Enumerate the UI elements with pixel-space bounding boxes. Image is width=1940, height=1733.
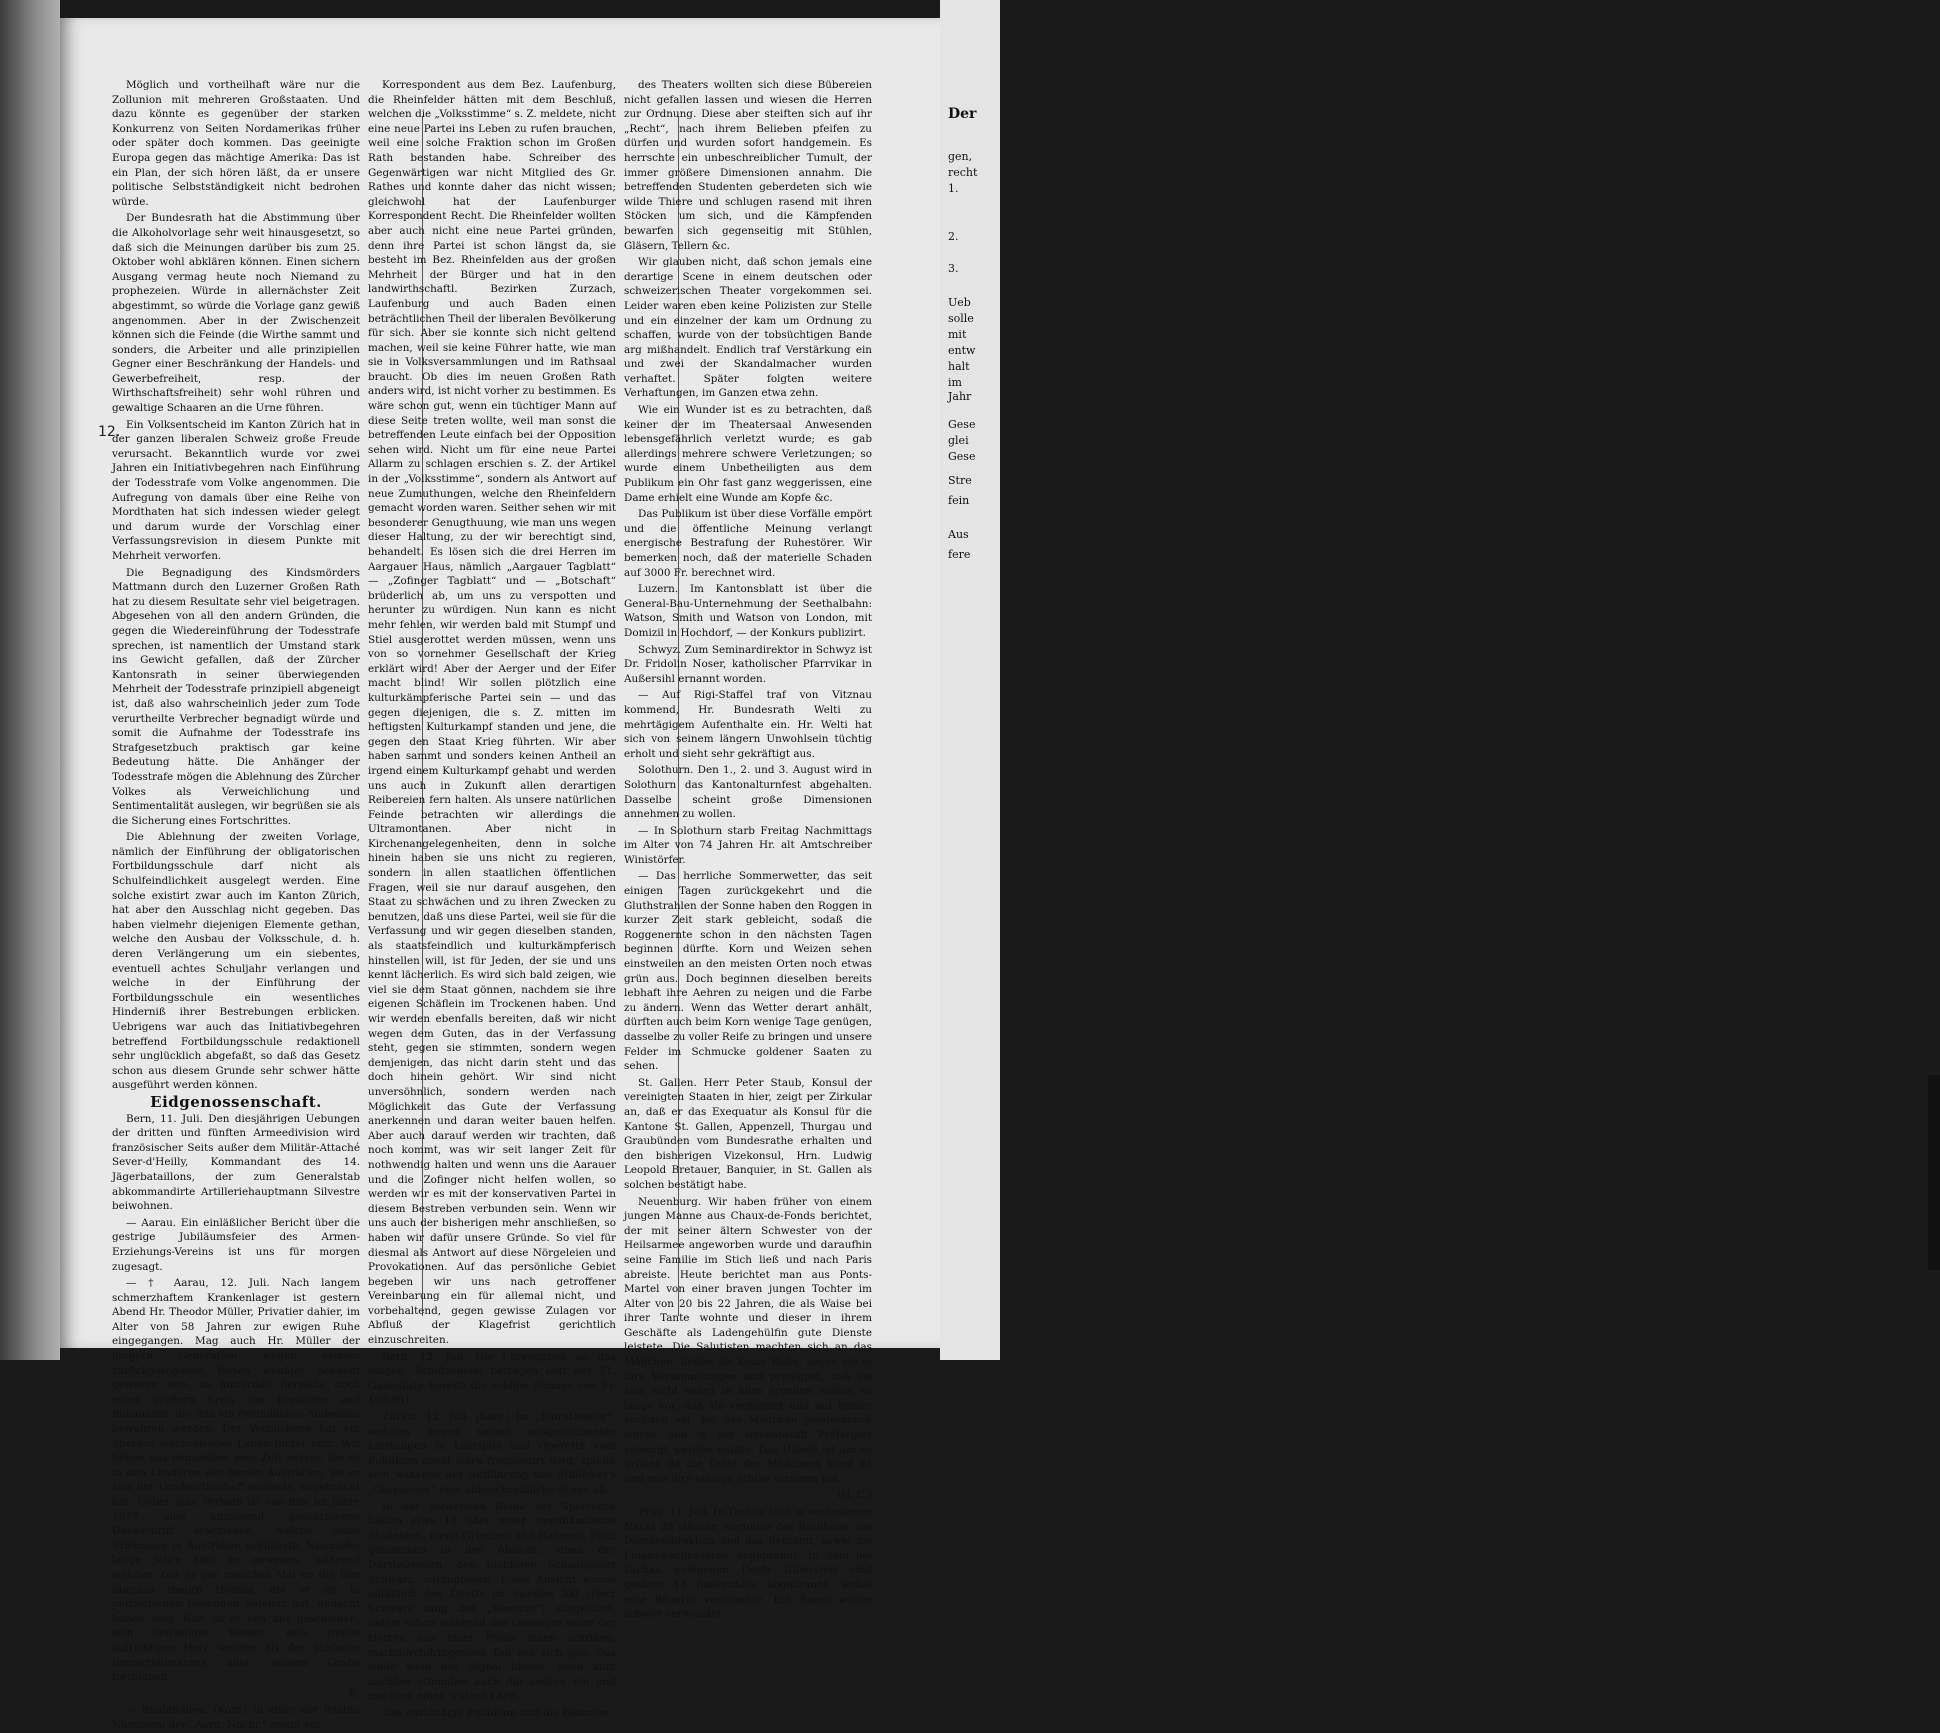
next-page-strip [940,0,1000,1360]
paragraph: Prag, 11. Juli. In Tachau sind in verflossener Nacht 28 Häuser, worunter das Rathhaus, die Domänedirektion und das Rentamt, sowie die Finanzwachkaserne abgebrannt. In dem bei Tachau gelegenen Dorfe Ulliersreit sind gestern 13 Bauernhöfe abgebrannt, wobei eine Bäuerin verbrannte. Ein Bauer wurde schwer verwundet. [624,1506,872,1621]
paragraph: des Theaters wollten sich diese Bübereien nicht gefallen lassen und wiesen die Herren zur Ordnung. Diese aber steiften sich auf ihr „Recht“, nach ihrem Belieben pfeifen zu dürfen und wurden sofort handgemein. Es herrschte ein unbeschreiblicher Tumult, der immer größere Dimensionen annahm. Die betreffenden Studenten geberdeten sich wie wilde Thiere und schlugen rasend mit ihren Stöcken um sich, und die Kämpfenden bewarfen sich gegenseitig mit Stühlen, Gläsern, Tellern &c. [624,79,872,252]
column-3 [624,78,872,1621]
paragraph: Solothurn. Den 1., 2. und 3. August wird in Solothurn das Kantonalturnfest abgehalten. Dasselbe scheint große Dimensionen annehmen zu wollen. [624,764,872,821]
next-page-fragment: gen, [948,150,973,163]
next-page-fragment: 2. [948,230,959,243]
margin-page-mark: 12. [98,424,121,440]
paragraph: Das Publikum ist über diese Vorfälle empört und die öffentliche Meinung verlangt energische Bestrafung der Ruhestörer. Wir bemerken noch, daß der materielle Schaden auf 3000 Fr. berechnet wird. [624,508,872,579]
book-binding-edge [0,0,60,1360]
next-page-fragment: Ueb [948,296,971,309]
paragraph: Das anständige Publikum und die Beamten [382,1706,610,1719]
next-page-fragment: entw [948,344,976,357]
paragraph: Wir glauben nicht, daß schon jemals eine derartige Scene in einem deutschen oder schweizerischen Theater vorgekommen sei. Leider waren eben keine Polizisten zur Stelle und ein einzelner der kam um Ordnung zu schaffen, wurde von der tobsüchtigen Bande arg mißhandelt. Endlich traf Verstärkung ein und zwei der Skandalmacher wurden verhaftet. Später folgten weitere Verhaftungen, im Ganzen etwa zehn. [624,256,872,400]
signature: (H. C.) [837,1489,872,1502]
paragraph: — † Aarau, 12. Juli. Nach langem schmerzhaftem Krankenlager ist gestern Abend Hr. Theodor Müller, Privatier dahier, im Alter von 58 Jahren zur ewigen Ruhe eingegangen. Mag auch Hr. Müller der jüngern Generation wegen seinem zurückgezogenen Wesen weniger bekannt gewesen sein, so hinterläßt derselbe doch einen größern Kreis von Freunden und Bekannten, die ihm ein freundliches Andenken bewahren werden. Der Verblichene hat ein überaus wechselvolles Leben hinter sich. Wir heben aus demselben jene Zeit hervor, die er in den Länderen des fernen Australien, wo er sich der Landwirthschaft widmete, zugebracht hat. Ueber jene Periode ist von ihm im Jahre 1877 eine anziehend geschriebene Denkschrift erschienen, welche seine Erlebnisse in Australien schilderte. Neunzehn lange Jahre sind es gewesen, während welcher Zeit er gar manches Mal an die ihm überaus theure Heimat, die er oft in patriotischen Gesängen gefeiert hat, gedacht haben mag. Nun ist er von uns geschieden; sein leutseliges Wesen, sein treues aufrichtiges Herz werden als der schönste Immortellenkranz über seinem Grabe fortblühen. [112,1277,360,1684]
paragraph: Die Begnadigung des Kindsmörders Mattmann durch den Luzerner Großen Rath hat zu diesem Resultate sehr viel beigetragen. Abgesehen von all den andern Gründen, die gegen die Wiedereinführung der Todesstrafe sprechen, ist namentlich der Umstand stark ins Gewicht gefallen, daß der Zürcher Kantonsrath in seiner überwiegenden Mehrheit der Todesstrafe prinzipiell abgeneigt ist, daß also wahrscheinlich jeder zum Tode verurtheilte Verbrecher begnadigt würde und somit die Aufnahme der Todesstrafe ins Strafgesetzbuch praktisch gar keine Bedeutung hätte. Die Anhänger der Todesstrafe mögen die Ablehnung des Zürcher Volkes als Verweichlichung und Sentimentalität auslegen, wir begrüßen sie als die Sicherung eines Fortschrittes. [112,566,360,827]
paragraph: Der Bundesrath hat die Abstimmung über die Alkoholvorlage sehr weit hinausgesetzt, so daß sich die Meinungen darüber bis zum 25. Oktober wohl abklären können. Einen sichern Ausgang vermag heute noch Niemand zu prophezeien. Würde in allernächster Zeit abgestimmt, so würde die Vorlage ganz gewiß angenommen. Aber in der Zwischenzeit können sich die Feinde (die Wirthe sammt und sonders, die Arbeiter und alle prinzipiellen Gegner einer Beschränkung der Handels- und Gewerbefreiheit, resp. der Wirthschaftsfreiheit) sehr wohl rühren und gewaltige Schaaren an die Urne führen. [112,212,360,415]
paragraph: Möglich und vortheilhaft wäre nur die Zollunion mit mehreren Großstaaten. Und dazu könnte es gegenüber der starken Konkurrenz von Seiten Nordamerikas früher oder später doch kommen. Das geeinigte Europa gegen das mächtige Amerika: Das ist ein Plan, der sich hören läßt, da er unsere politische Selbstständigkeit nicht bedrohen würde. [112,79,360,208]
next-page-fragment: Gese [948,450,976,463]
next-page-fragment: im [948,376,962,389]
next-page-fragment: 3. [948,262,959,275]
next-page-fragment: recht [948,166,978,179]
next-page-fragment: 1. [948,182,959,195]
signature: K. [348,1687,360,1700]
paragraph: Bern, 12. Juli. Die Ehrengaben an das eidgen. Schützenfest betragen laut der 51. Gabenliste bereits die schöne Summe von Fr. 165,901. [368,1350,616,1407]
paragraph: Zürich, 12. Juli. (Korr.) Im „Floratheater“, welches wegen seinen ausgezeichneten Leistungen in Lustspiel und Operette vom Publikum meist stark frequentirt wird, spielte sich während der Aufführung von Millöcker's „Gasparone“ eine unbeschreibliche Scene ab. [368,1411,616,1496]
section-heading: Eidgenossenschaft. [150,1092,322,1111]
black-border-bar [1928,1075,1940,1270]
paragraph: — In Solothurn starb Freitag Nachmittags im Alter von 74 Jahren Hr. alt Amtschreiber Winistörfer. [624,824,872,866]
next-page-fragment: Jahr [948,390,972,403]
paragraph: — Auf Rigi-Staffel traf von Vitznau kommend, Hr. Bundesrath Welti zu mehrtägigem Aufenthalte ein. Hr. Welti hat sich von seinem längern Unwohlsein tüchtig erholt und sieht sehr gekräftigt aus. [624,689,872,760]
paragraph: Wie ein Wunder ist es zu betrachten, daß keiner der im Theatersaal Anwesenden lebensgefährlich verletzt wurde; es gab allerdings mehrere schwere Verletzungen; so wurde einem Unbetheiligten aus dem Publikum ein Ohr fast ganz weggerissen, eine Dame erhielt eine Wunde am Kopfe &c. [624,404,872,504]
next-page-fragment: Gese [948,418,976,431]
paragraph: Bern, 11. Juli. Den diesjährigen Uebungen der dritten und fünften Armeedivision wird französischer Seits außer dem Militär-Attaché Sever-d'Heilly, Kommandant des 14. Jägerbataillons, der zum Generalstab abkommandirte Artilleriehauptmann Silvestre beiwohnen. [112,1112,360,1213]
paragraph: Luzern. Im Kantonsblatt ist über die General-Bau-Unternehmung der Seethalbahn: Watson, Smith und Watson von London, mit Domizil in Hochdorf, — der Konkurs publizirt. [624,583,872,639]
next-page-fragment: solle [948,312,974,325]
paragraph: Neuenburg. Wir haben früher von einem jungen Manne aus Chaux-de-Fonds berichtet, der mit seiner ältern Schwester von der Heilsarmee angeworben wurde und daraufhin seine Familie im Stich ließ und nach Paris abreiste. Heute berichtet man aus Ponts-Martel von einer braven jungen Tochter im Alter von 20 bis 22 Jahren, die als Waise bei ihrer Tante wohnte und dieser in ihrem Geschäfte als Ladengehülfin gute Dienste leistete. Die Salutisten machten sich an das Mädchen, ließen ihr keine Ruhe, zogen sie in ihre Versammlungen und predigten, daß sie sich nicht sofort in alles ergeben wollte, so lange vor, daß sie verdammt und auf immer verloren sei, bis das Mädchen geisteskrank wurde und in der Irrenanstalt Préfargier versorgt werden mußte. Das Unheil ist um so größer, da die Tante des Mädchens blind ist und nun ihre einzige Stütze verloren hat. [624,1195,872,1485]
next-page-fragment: Der [948,106,977,122]
column-2 [368,78,616,1719]
paragraph: — Rheinfelden. (Korr.) In einer der letzten Nummern der „Aarg. Nachr.“ meint ein [112,1704,360,1731]
paragraph: Schwyz. Zum Seminardirektor in Schwyz ist Dr. Fridolin Noser, katholischer Pfarrvikar in Außersihl ernannt worden. [624,643,872,685]
next-page-fragment: glei [948,434,969,447]
paragraph: — Das herrliche Sommerwetter, das seit einigen Tagen zurückgekehrt und die Gluthstrahlen der Sonne haben den Roggen in kurzer Zeit stark gebleicht, sodaß die Roggenernte schon in den nächsten Tagen beginnen dürfte. Korn und Weizen sehen einstweilen an den meisten Orten noch etwas grün aus. Doch beginnen dieselben bereits lebhaft ihre Aehren zu neigen und die Farbe zu ändern. Wenn das Wetter derart anhält, dürften auch beim Korn wenige Tage genügen, dasselbe zu voller Reife zu bringen und unsere Felder im Schmucke goldener Saaten zu sehen. [624,870,872,1073]
paragraph: In der vordersten Reihe der Sperrsitze hatten etwa 15 oder mehr fremdländische Studenten, meist Griechen und Italiener, Platz genommen in der Absicht, einen der Darstellenden, den tüchtigen Schauspieler Schwarz, auszupfeifen. Diese Absicht wurde anläßlich des Duetts im zweiten Akt (Herr Schwarz sang den „Benozzo“) ausgeführt, indem schon während des Gesanges einer der Herren aus einer Pfeife einen schrillen, markdurchdringenden Ton von sich gab. Das sollte wohl das Signal bilden, denn kurz nachher stimmten auch die andern ein und machten einen wüsten Lärm. [368,1500,616,1703]
paragraph: Ein Volksentscheid im Kanton Zürich hat in der ganzen liberalen Schweiz große Freude verursacht. Bekanntlich wurde vor zwei Jahren ein Initiativbegehren nach Einführung der Todesstrafe vom Volke angenommen. Die Aufregung von damals über eine Reihe von Mordthaten hat sich indessen wieder gelegt und darum wurde der Vorschlag einer Verfassungsrevision in diesem Punkte mit Mehrheit verworfen. [112,418,360,562]
paragraph: St. Gallen. Herr Peter Staub, Konsul der vereinigten Staaten in hier, zeigt per Zirkular an, daß er das Exequatur als Konsul für die Kantone St. Gallen, Appenzell, Thurgau und Graubünden vom Bundesrathe erhalten und den bisherigen Vizekonsul, Hrn. Ludwig Leopold Bretauer, Banquier, in St. Gallen als solchen bestätigt habe. [624,1076,872,1191]
next-page-fragment: Aus [948,528,969,541]
next-page-fragment: mit [948,328,967,341]
next-page-fragment: halt [948,360,970,373]
next-page-fragment: fein [948,494,970,507]
paragraph: Korrespondent aus dem Bez. Laufenburg, die Rheinfelder hätten mit dem Beschluß, welchen die „Volksstimme“ s. Z. meldete, nicht eine neue Partei ins Leben zu rufen brauchen, weil eine solche Fraktion schon im Großen Rath bestanden habe. Schreiber des Gegenwärtigen war nicht Mitglied des Gr. Rathes und konnte daher das nicht wissen; gleichwohl hat der Laufenburger Korrespondent Recht. Die Rheinfelder wollten aber auch nicht eine neue Partei gründen, denn ihre Partei ist schon längst da, sie besteht im Bez. Rheinfelden aus der großen Mehrheit der Bürger und hat in den landwirthschaftl. Bezirken Zurzach, Laufenburg und auch Baden einen beträchtlichen Theil der liberalen Bevölkerung für sich. Aber sie konnte sich nicht geltend machen, weil sie keine Führer hatte, wie man sie in Volksversammlungen und im Rathsaal braucht. Ob dies im neuen Großen Rath anders wird, ist nicht vorher zu bestimmen. Es wäre schon gut, wenn ein tüchtiger Mann auf diese Seite treten wollte, weil man sonst die betreffenden Leute einfach bei der Opposition sehen wird. Nicht um für eine neue Partei Allarm zu schlagen erschien s. Z. der Artikel in der „Volksstimme“, sondern als Antwort auf neue Zumuthungen, welche den Rheinfeldern gemacht worden waren. Seither sehen wir mit besonderer Genugthuung, wie man uns wegen dieser Haltung, zu der wir berechtigt sind, behandelt. Es lösen sich die drei Herren im Aargauer Haus, nämlich „Aargauer Tagblatt“ — „Zofinger Tagblatt“ und — „Botschaft“ brüderlich ab, um uns zu verspotten und herunter zu würdigen. Nun kann es nicht mehr fehlen, wir werden bald mit Stumpf und Stiel ausgerottet werden müssen, wenn uns von so vornehmer Gesellschaft der Krieg erklärt wird! Aber der Aerger und der Eifer macht blind! Wir sollen plötzlich eine kulturkämpferische Partei sein — und das gegen diejenigen, die s. Z. mitten im heftigsten Kulturkampf standen und jene, die gegen den Staat Krieg führten. Wir aber haben sammt und sonders keinen Antheil an irgend einem Kulturkampf gehabt und werden uns auch in Zukunft allen derartigen Reibereien fern halten. Als unsere natürlichen Feinde betrachten wir allerdings die Ultramontanen. Aber nicht in Kirchenangelegenheiten, denn in solche hinein haben sie uns nicht zu regieren, sondern in allen staatlichen öffentlichen Fragen, weil sie nur darauf ausgehen, den Staat zu schwächen und zu ihren Zwecken zu benutzen, daß uns diese Partei, weil sie für die Verfassung und wir gegen dieselben standen, als staatsfeindlich und kulturkämpferisch hinstellen will, ist für Jeden, der sie und uns kennt lächerlich. Es wird sich bald zeigen, wie viel sie dem Staat gönnen, nachdem sie ihre eigenen Schäflein im Trockenen haben. Und wir werden ebenfalls bereiten, daß wir nicht wegen dem Guten, das in der Verfassung steht, gegen sie stimmten, sondern wegen demjenigen, das nicht darin steht und das doch hinein gehört. Wir sind nicht unversöhnlich, sondern werden nach Möglichkeit das Gute der Verfassung anerkennen und daran weiter bauen helfen. Aber auch darauf werden wir trachten, daß noch kommt, was wir seit langer Zeit für nothwendig halten und wenn uns die Aarauer und die Zofinger nicht helfen wollen, so werden wir es mit der konservativen Partei in diesem Bestreben verbunden sein. Wenn wir uns auch der bisherigen mehr anschließen, so haben wir dafür unsere Gründe. So viel für diesmal als Antwort auf diese Nörgeleien und Provokationen. Auf das persönliche Gebiet begeben wir uns nach getroffener Vereinbarung ein für allemal nicht, und vorbehaltend, gegen gewisse Zulagen vor Abfluß der Klagefrist gerichtlich einzuschreiten. [368,79,616,1347]
paragraph: Die Ablehnung der zweiten Vorlage, nämlich der Einführung der obligatorischen Fortbildungsschule darf nicht als Schulfeindlichkeit ausgelegt werden. Eine solche existirt zwar auch im Kanton Zürich, hat aber den Ausschlag nicht gegeben. Das haben vielmehr diejenigen Elemente gethan, welche den Ausbau der Volksschule, d. h. deren Verlängerung um ein siebentes, eventuell achtes Schuljahr verlangen und welche in der Einführung der Fortbildungsschule ein wesentliches Hinderniß ihrer Bestrebungen erblicken. Uebrigens war auch das Initiativbegehren betreffend Fortbildungsschule redaktionell sehr unglücklich abgefaßt, so daß das Gesetz schon aus diesem Grunde sehr schwer hätte ausgeführt werden können. [112,831,360,1092]
paragraph: — Aarau. Ein einläßlicher Bericht über die gestrige Jubiläumsfeier des Armen-Erziehungs-Vereins ist uns für morgen zugesagt. [112,1216,360,1273]
next-page-fragment: Stre [948,474,972,487]
next-page-fragment: fere [948,548,971,561]
column-1 [112,78,360,1731]
